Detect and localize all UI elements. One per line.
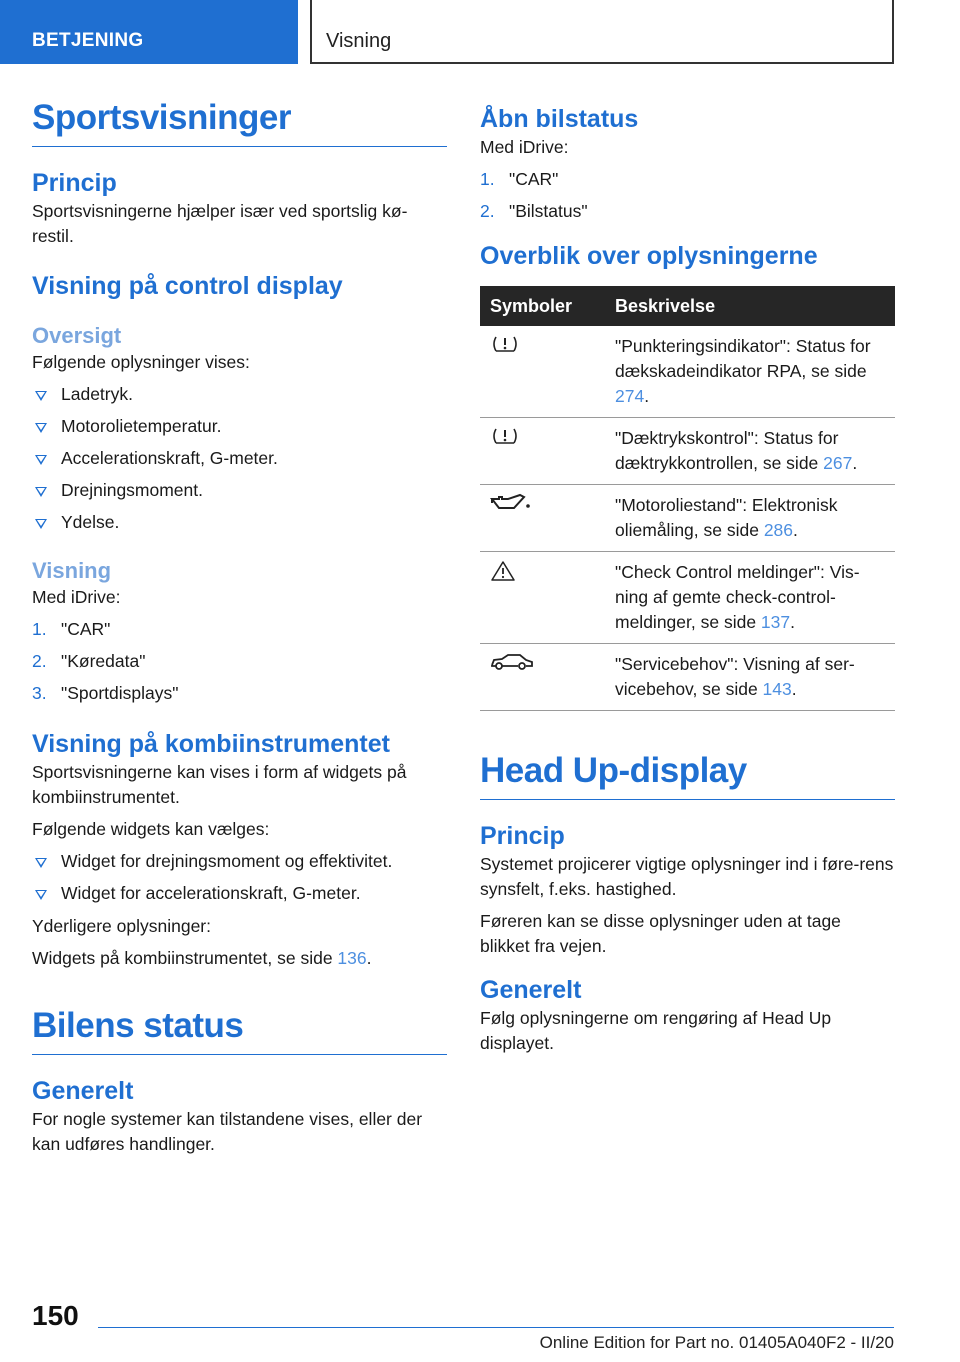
kombi-text-2: Følgende widgets kan vælges: bbox=[32, 819, 270, 839]
aabn-text: Med iDrive: bbox=[480, 137, 569, 157]
page-link-267[interactable]: 267 bbox=[823, 453, 853, 473]
page-link-143[interactable]: 143 bbox=[762, 679, 792, 699]
hud-princip-text-2: Føreren kan se disse oplysninger uden at tage blikket fra vejen. bbox=[480, 911, 841, 956]
heading-control-display: Visning på control display bbox=[32, 272, 343, 300]
table-header-row bbox=[480, 286, 895, 326]
heading-overblik: Overblik over oplysningerne bbox=[480, 242, 818, 270]
tire-pressure-icon bbox=[490, 426, 520, 446]
page-link-274[interactable]: 274 bbox=[615, 386, 645, 406]
row-description: "Motoroliestand": Elektronisk oliemåling, se side 286. bbox=[605, 485, 895, 552]
aabn-steps bbox=[480, 167, 895, 224]
section-label: BETJENING bbox=[32, 30, 144, 51]
left-column bbox=[32, 96, 447, 1164]
visning-text: Med iDrive: bbox=[32, 587, 121, 607]
section-title-bilens-status: Bilens status bbox=[32, 1004, 447, 1055]
princip-text: Sportsvisningerne hjælper især ved sportslig kø-restil. bbox=[32, 201, 408, 246]
chapter-label: Visning bbox=[326, 30, 392, 52]
bullet-triangle-icon bbox=[35, 391, 47, 401]
footer-rule bbox=[98, 1327, 894, 1328]
heading-generelt: Generelt bbox=[32, 1077, 134, 1105]
heading-kombiinstrumentet: Visning på kombiinstrumentet bbox=[32, 730, 390, 758]
section-tab bbox=[0, 0, 298, 64]
row-description: "Servicebehov": Visning af ser-vicebehov, se side 143. bbox=[605, 644, 895, 711]
list-item: 1. "CAR" bbox=[32, 619, 111, 639]
list-item: 3. "Sportdisplays" bbox=[32, 683, 179, 703]
section-title-head-up-display: Head Up-display bbox=[480, 749, 895, 800]
table-row bbox=[480, 644, 895, 711]
list-item: 2. "Bilstatus" bbox=[480, 201, 588, 221]
bullet-triangle-icon bbox=[35, 423, 47, 433]
list-item: Drejningsmoment. bbox=[32, 478, 447, 503]
section-title-sportsvisninger: Sportsvisninger bbox=[32, 96, 447, 147]
col-header-symboler: Symboler bbox=[480, 286, 605, 326]
heading-aabn-bilstatus: Åbn bilstatus bbox=[480, 105, 639, 133]
bullet-triangle-icon bbox=[35, 890, 47, 900]
list-item: Widget for drejningsmoment og effektivitet. bbox=[32, 849, 447, 874]
visning-steps bbox=[32, 617, 447, 706]
list-item: Ydelse. bbox=[32, 510, 447, 535]
list-item: Accelerationskraft, G-meter. bbox=[32, 446, 447, 471]
oil-can-icon bbox=[490, 493, 532, 513]
heading-oversigt: Oversigt bbox=[32, 323, 122, 348]
list-item: Widget for accelerationskraft, G-meter. bbox=[32, 881, 447, 906]
row-description: "Check Control meldinger": Vis-ning af gemte check-control-meldinger, se side 137. bbox=[605, 552, 895, 644]
list-item: Ladetryk. bbox=[32, 382, 447, 407]
kombi-text: Sportsvisningerne kan vises i form af widgets på kombiinstrumentet. bbox=[32, 762, 407, 807]
symbol-table bbox=[480, 286, 895, 711]
tire-warning-icon bbox=[490, 334, 520, 354]
heading-visning: Visning bbox=[32, 558, 112, 583]
car-service-icon bbox=[490, 652, 534, 672]
table-row bbox=[480, 418, 895, 485]
table-row bbox=[480, 552, 895, 644]
list-item: Motorolietemperatur. bbox=[32, 414, 447, 439]
generelt-text: For nogle systemer kan tilstandene vises, eller der kan udføres handlinger. bbox=[32, 1109, 423, 1154]
list-item: 1. "CAR" bbox=[480, 169, 559, 189]
oversigt-list bbox=[32, 382, 447, 535]
page-link-137[interactable]: 137 bbox=[760, 612, 791, 632]
more-info-label: Yderligere oplysninger: bbox=[32, 916, 211, 936]
chapter-tab bbox=[310, 0, 894, 64]
row-description: "Punkteringsindikator": Status for dækskadeindikator RPA, se side 274. bbox=[605, 326, 895, 418]
widgets-reference: Widgets på kombiinstrumentet, se side 136. bbox=[32, 948, 372, 968]
hud-generelt-text: Følg oplysningerne om rengøring af Head Up displayet. bbox=[480, 1008, 832, 1053]
heading-hud-princip: Princip bbox=[480, 822, 565, 850]
widget-list bbox=[32, 849, 447, 906]
right-column bbox=[480, 96, 895, 1063]
col-header-beskrivelse: Beskrivelse bbox=[605, 286, 895, 326]
bullet-triangle-icon bbox=[35, 455, 47, 465]
hud-princip-text: Systemet projicerer vigtige oplysninger ind i føre-rens synsfelt, f.eks. hastighed. bbox=[480, 854, 894, 899]
list-item: 2. "Køredata" bbox=[32, 651, 146, 671]
warning-triangle-icon bbox=[490, 560, 516, 582]
bullet-triangle-icon bbox=[35, 487, 47, 497]
heading-hud-generelt: Generelt bbox=[480, 976, 582, 1004]
page-number: 150 bbox=[32, 1300, 79, 1331]
table-row bbox=[480, 485, 895, 552]
edition-footer: Online Edition for Part no. 01405A040F2 - II/20 bbox=[539, 1333, 894, 1352]
page-link-286[interactable]: 286 bbox=[763, 520, 794, 540]
table-row bbox=[480, 326, 895, 418]
bullet-triangle-icon bbox=[35, 858, 47, 868]
oversigt-text: Følgende oplysninger vises: bbox=[32, 352, 250, 372]
heading-princip: Princip bbox=[32, 169, 117, 197]
page-link-136[interactable]: 136 bbox=[337, 948, 367, 968]
row-description: "Dæktrykskontrol": Status for dæktrykkontrollen, se side 267. bbox=[605, 418, 895, 485]
bullet-triangle-icon bbox=[35, 519, 47, 529]
